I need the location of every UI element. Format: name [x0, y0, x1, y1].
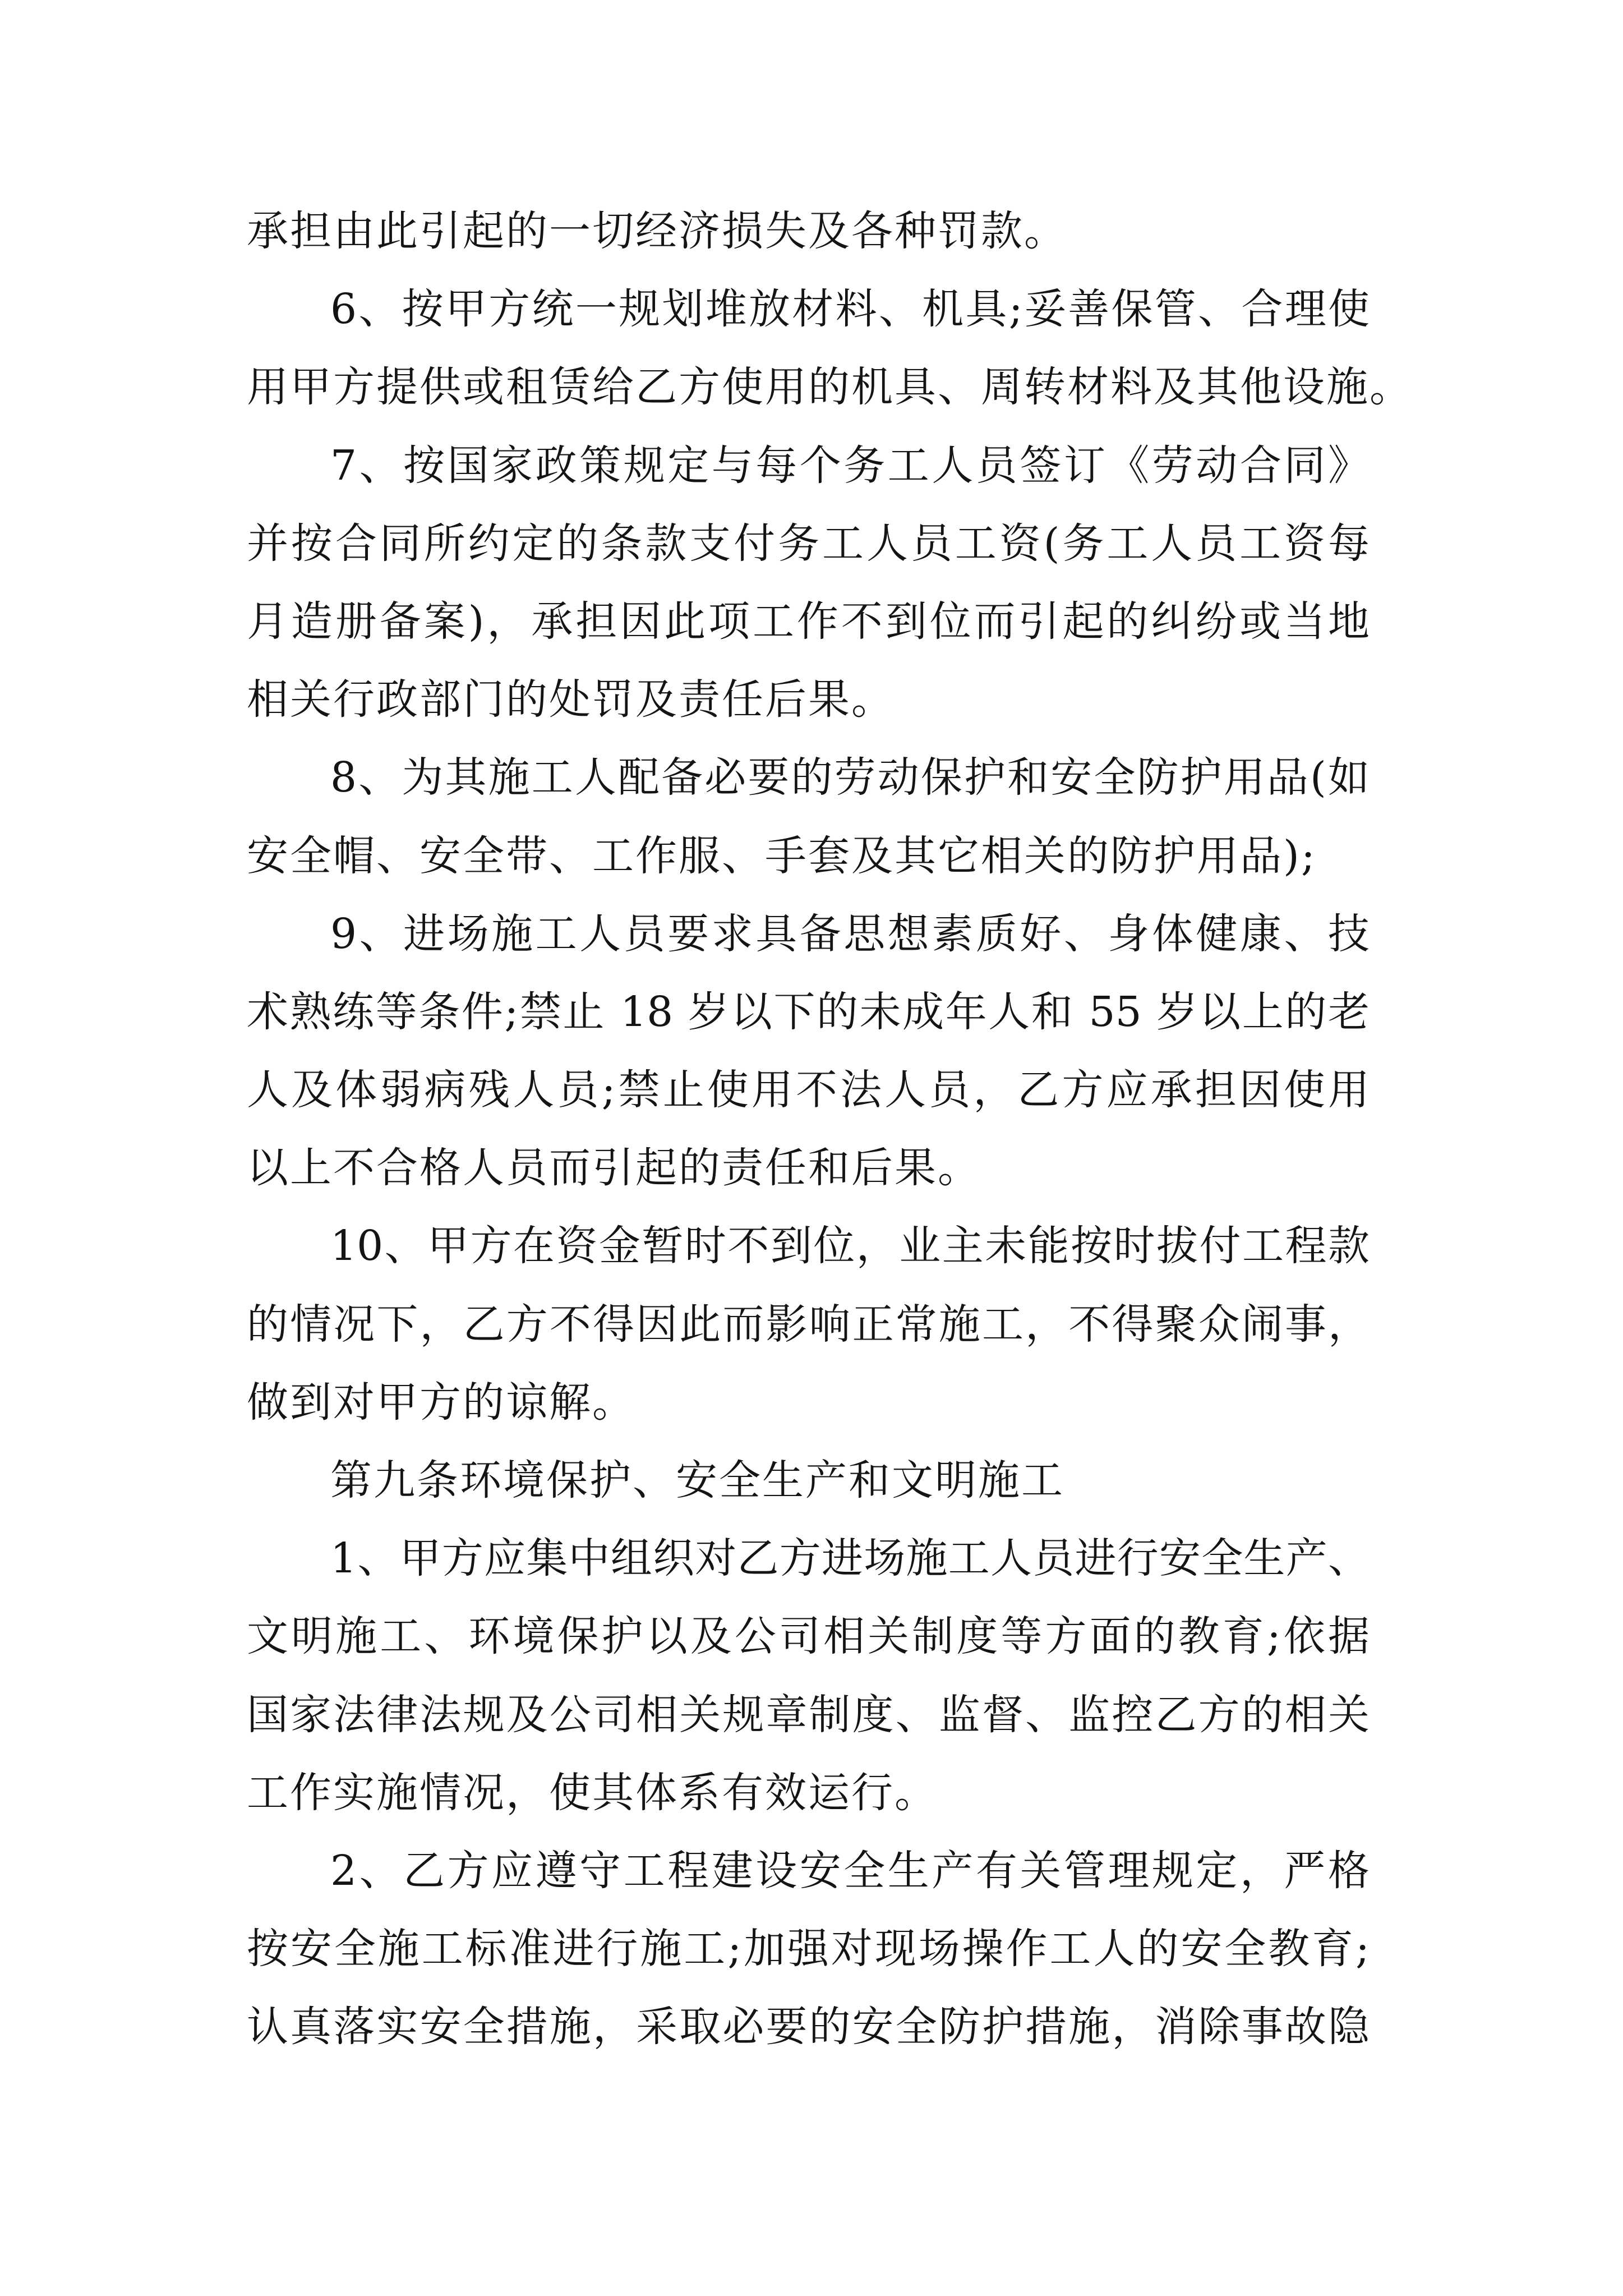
text-line: 相关行政部门的处罚及责任后果。 — [247, 675, 895, 724]
paragraph-item-9 — [247, 895, 1370, 1208]
text-line: 8、为其施工人配备必要的劳动保护和安全防护用品(如 — [330, 753, 1370, 802]
text-line: 承担由此引起的一切经济损失及各种罚款。 — [247, 207, 1067, 255]
body-text — [247, 192, 1413, 2067]
heading-line: 第九条环境保护、安全生产和文明施工 — [330, 1456, 1064, 1504]
text-line: 国家法律法规及公司相关规章制度、监督、监控乙方的相关 — [247, 1690, 1370, 1739]
paragraph-item-6 — [247, 270, 1413, 426]
text-line: 并按合同所约定的条款支付务工人员工资(务工人员工资每 — [247, 519, 1370, 568]
text-line: 安全帽、安全带、工作服、手套及其它相关的防护用品); — [247, 831, 1317, 880]
paragraph-item-1 — [247, 1520, 1370, 1832]
text-line: 9、进场施工人员要求具备思想素质好、身体健康、技 — [330, 909, 1370, 958]
text-line: 10、甲方在资金暂时不到位，业主未能按时拔付工程款 — [330, 1222, 1370, 1271]
text-line: 7、按国家政策规定与每个务工人员签订《劳动合同》 — [330, 441, 1370, 490]
text-line: 的情况下，乙方不得因此而影响正常施工，不得聚众闹事， — [247, 1300, 1370, 1349]
paragraph-item-8 — [247, 739, 1370, 895]
text-line: 月造册备案)，承担因此项工作不到位而引起的纠纷或当地 — [247, 597, 1370, 646]
text-line: 1、甲方应集中组织对乙方进场施工人员进行安全生产、 — [330, 1534, 1370, 1583]
text-line: 认真落实安全措施，采取必要的安全防护措施，消除事故隐 — [247, 2003, 1370, 2051]
text-line: 用甲方提供或租赁给乙方使用的机具、周转材料及其他设施。 — [247, 363, 1413, 412]
text-line: 按安全施工标准进行施工;加强对现场操作工人的安全教育; — [247, 1925, 1370, 1973]
text-line: 2、乙方应遵守工程建设安全生产有关管理规定，严格 — [330, 1846, 1370, 1895]
section-heading — [247, 1442, 1370, 1520]
text-line: 术熟练等条件;禁止 18 岁以下的未成年人和 55 岁以上的老 — [247, 987, 1370, 1036]
paragraph-item-2 — [247, 1832, 1370, 2067]
paragraph-continuation — [247, 192, 1370, 270]
text-line: 文明施工、环境保护以及公司相关制度等方面的教育;依据 — [247, 1612, 1370, 1661]
text-line: 6、按甲方统一规划堆放材料、机具;妥善保管、合理使 — [330, 285, 1370, 334]
text-line: 人及体弱病残人员;禁止使用不法人员，乙方应承担因使用 — [247, 1066, 1370, 1115]
text-line: 做到对甲方的谅解。 — [247, 1378, 635, 1427]
paragraph-item-7 — [247, 427, 1370, 739]
text-line: 以上不合格人员而引起的责任和后果。 — [247, 1144, 981, 1193]
text-line: 工作实施情况，使其体系有效运行。 — [247, 1768, 938, 1817]
paragraph-item-10 — [247, 1207, 1370, 1442]
